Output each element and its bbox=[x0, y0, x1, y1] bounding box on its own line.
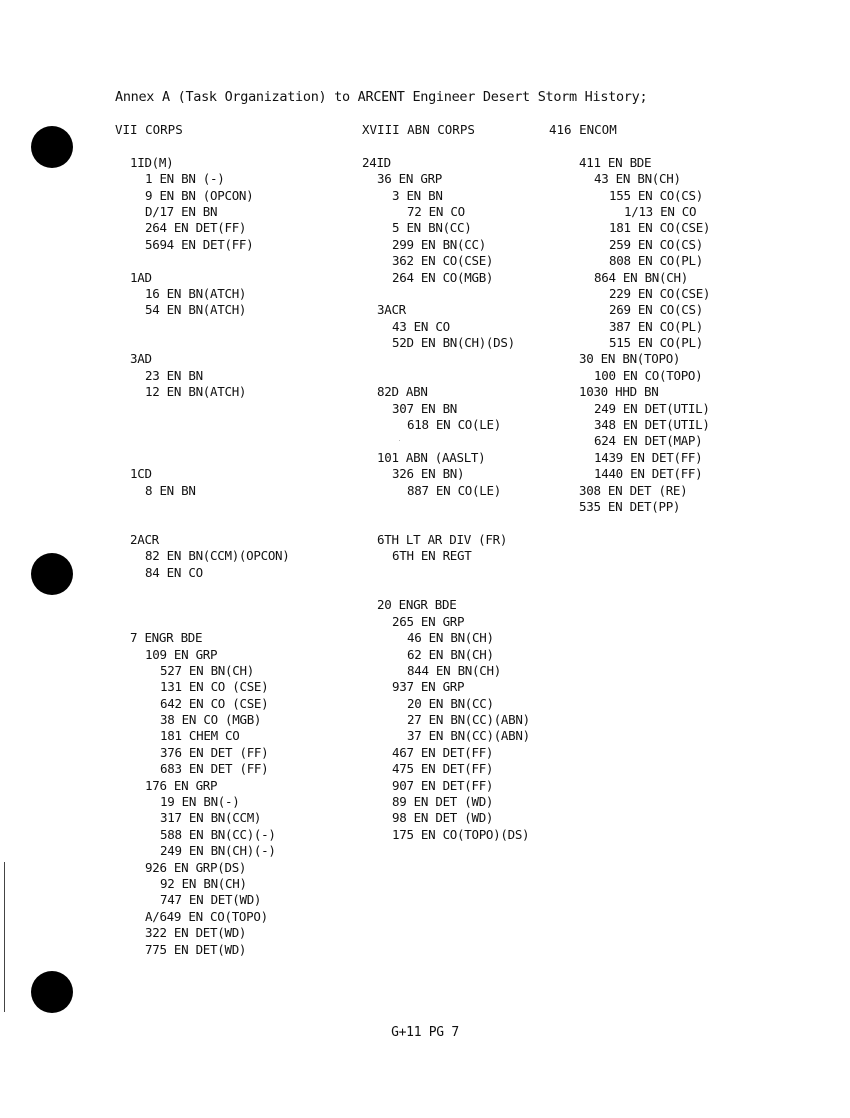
org-entry: 6TH LT AR DIV (FR) bbox=[377, 531, 508, 547]
blank-line bbox=[115, 335, 355, 351]
blank-line bbox=[115, 253, 355, 269]
blank-line bbox=[115, 581, 355, 597]
org-entry: 89 EN DET (WD) bbox=[392, 794, 494, 810]
blank-line bbox=[115, 614, 355, 630]
org-entry: 23 EN BN bbox=[145, 367, 203, 383]
org-entry: 259 EN CO(CS) bbox=[609, 236, 703, 252]
org-entry: 775 EN DET(WD) bbox=[145, 941, 247, 957]
org-entry: 43 EN CO bbox=[392, 318, 450, 334]
org-entry: 36 EN GRP bbox=[377, 171, 443, 187]
org-entry: 37 EN BN(CC)(ABN) bbox=[407, 728, 530, 744]
org-entry: 82 EN BN(CCM)(OPCON) bbox=[145, 548, 290, 564]
column-header: 416 ENCOM bbox=[549, 122, 617, 137]
org-entry: 5694 EN DET(FF) bbox=[145, 236, 254, 252]
binder-hole-middle bbox=[31, 553, 73, 595]
blank-line bbox=[362, 351, 552, 367]
org-entry: 30 EN BN(TOPO) bbox=[579, 351, 681, 367]
org-entry: 535 EN DET(PP) bbox=[579, 498, 681, 514]
blank-line bbox=[115, 319, 355, 335]
blank-line bbox=[115, 515, 355, 531]
org-entry: 887 EN CO(LE) bbox=[407, 482, 501, 498]
org-entry: 527 EN BN(CH) bbox=[160, 662, 254, 678]
blank-line bbox=[362, 286, 552, 302]
org-entry: 16 EN BN(ATCH) bbox=[145, 285, 247, 301]
org-entry: 109 EN GRP bbox=[145, 646, 218, 662]
org-entry: 299 EN BN(CC) bbox=[392, 236, 486, 252]
org-entry: 6TH EN REGT bbox=[392, 548, 472, 564]
org-entry: 317 EN BN(CCM) bbox=[160, 810, 262, 826]
org-entry: 475 EN DET(FF) bbox=[392, 761, 494, 777]
blank-line bbox=[115, 433, 355, 449]
org-entry: 92 EN BN(CH) bbox=[160, 875, 247, 891]
org-entry: 1030 HHD BN bbox=[579, 384, 659, 400]
org-entry: 181 CHEM CO bbox=[160, 728, 240, 744]
blank-line bbox=[115, 401, 355, 417]
org-entry: 3 EN BN bbox=[392, 187, 443, 203]
org-entry: 307 EN BN bbox=[392, 400, 458, 416]
org-entry: 176 EN GRP bbox=[145, 777, 218, 793]
org-entry: 3ACR bbox=[377, 302, 406, 318]
blank-line bbox=[549, 138, 749, 154]
org-entry: 937 EN GRP bbox=[392, 679, 465, 695]
blank-line bbox=[362, 581, 552, 597]
org-entry: 907 EN DET(FF) bbox=[392, 777, 494, 793]
org-entry: 624 EN DET(MAP) bbox=[594, 433, 703, 449]
org-entry: 155 EN CO(CS) bbox=[609, 187, 703, 203]
binder-hole-top bbox=[31, 126, 73, 168]
column-vii-corps bbox=[115, 122, 355, 958]
org-entry: 1AD bbox=[130, 269, 152, 285]
scan-speck bbox=[399, 440, 400, 441]
org-entry: A/649 EN CO(TOPO) bbox=[145, 908, 268, 924]
org-entry: 642 EN CO (CSE) bbox=[160, 695, 269, 711]
blank-line bbox=[362, 368, 552, 384]
org-entry: 229 EN CO(CSE) bbox=[609, 285, 711, 301]
org-entry: 249 EN DET(UTIL) bbox=[594, 400, 710, 416]
org-entry: 844 EN BN(CH) bbox=[407, 662, 501, 678]
org-entry: 101 ABN (AASLT) bbox=[377, 449, 486, 465]
org-entry: 348 EN DET(UTIL) bbox=[594, 417, 710, 433]
org-entry: 1ID(M) bbox=[130, 154, 174, 170]
blank-line bbox=[115, 450, 355, 466]
column-xviii-abn-corps bbox=[362, 122, 552, 843]
org-entry: 62 EN BN(CH) bbox=[407, 646, 494, 662]
org-entry: 5 EN BN(CC) bbox=[392, 220, 472, 236]
org-entry: 84 EN CO bbox=[145, 564, 203, 580]
org-entry: 265 EN GRP bbox=[392, 613, 465, 629]
org-entry: 515 EN CO(PL) bbox=[609, 335, 703, 351]
blank-line bbox=[362, 515, 552, 531]
org-entry: 8 EN BN bbox=[145, 482, 196, 498]
org-entry: 322 EN DET(WD) bbox=[145, 925, 247, 941]
org-entry: 683 EN DET (FF) bbox=[160, 761, 269, 777]
blank-line bbox=[115, 138, 355, 154]
org-entry: 52D EN BN(CH)(DS) bbox=[392, 335, 515, 351]
org-entry: 24ID bbox=[362, 154, 391, 170]
org-entry: 926 EN GRP(DS) bbox=[145, 859, 247, 875]
org-entry: 1439 EN DET(FF) bbox=[594, 449, 703, 465]
org-entry: 72 EN CO bbox=[407, 203, 465, 219]
org-entry: 43 EN BN(CH) bbox=[594, 171, 681, 187]
org-entry: 38 EN CO (MGB) bbox=[160, 712, 262, 728]
org-entry: 54 EN BN(ATCH) bbox=[145, 302, 247, 318]
org-entry: 181 EN CO(CSE) bbox=[609, 220, 711, 236]
blank-line bbox=[362, 138, 552, 154]
blank-line bbox=[362, 565, 552, 581]
org-entry: 362 EN CO(CSE) bbox=[392, 253, 494, 269]
column-416-encom bbox=[549, 122, 749, 515]
org-entry: 808 EN CO(PL) bbox=[609, 253, 703, 269]
org-entry: 19 EN BN(-) bbox=[160, 794, 240, 810]
org-entry: 618 EN CO(LE) bbox=[407, 417, 501, 433]
org-entry: 249 EN BN(CH)(-) bbox=[160, 843, 276, 859]
org-entry: 411 EN BDE bbox=[579, 154, 652, 170]
document-title: Annex A (Task Organization) to ARCENT Engineer Desert Storm History; bbox=[115, 89, 648, 105]
scan-margin-line bbox=[4, 862, 5, 1012]
org-entry: 20 EN BN(CC) bbox=[407, 695, 494, 711]
org-entry: 9 EN BN (OPCON) bbox=[145, 187, 254, 203]
org-entry: D/17 EN BN bbox=[145, 203, 218, 219]
org-entry: 3AD bbox=[130, 351, 152, 367]
blank-line bbox=[362, 499, 552, 515]
page-number: G+11 PG 7 bbox=[391, 1025, 459, 1040]
org-entry: 20 ENGR BDE bbox=[377, 597, 457, 613]
column-header: XVIII ABN CORPS bbox=[362, 122, 475, 137]
org-entry: 100 EN CO(TOPO) bbox=[594, 367, 703, 383]
org-entry: 7 ENGR BDE bbox=[130, 630, 203, 646]
org-entry: 1CD bbox=[130, 466, 152, 482]
org-entry: 175 EN CO(TOPO)(DS) bbox=[392, 826, 530, 842]
org-entry: 308 EN DET (RE) bbox=[579, 482, 688, 498]
org-entry: 467 EN DET(FF) bbox=[392, 744, 494, 760]
org-entry: 1/13 EN CO bbox=[624, 203, 697, 219]
blank-line bbox=[362, 433, 552, 449]
org-entry: 264 EN DET(FF) bbox=[145, 220, 247, 236]
org-entry: 27 EN BN(CC)(ABN) bbox=[407, 712, 530, 728]
org-entry: 98 EN DET (WD) bbox=[392, 810, 494, 826]
org-entry: 864 EN BN(CH) bbox=[594, 269, 688, 285]
org-entry: 1 EN BN (-) bbox=[145, 171, 225, 187]
blank-line bbox=[115, 499, 355, 515]
org-entry: 1440 EN DET(FF) bbox=[594, 466, 703, 482]
blank-line bbox=[115, 417, 355, 433]
org-entry: 387 EN CO(PL) bbox=[609, 318, 703, 334]
binder-hole-bottom bbox=[31, 971, 73, 1013]
org-entry: 131 EN CO (CSE) bbox=[160, 679, 269, 695]
org-entry: 588 EN BN(CC)(-) bbox=[160, 826, 276, 842]
org-entry: 747 EN DET(WD) bbox=[160, 892, 262, 908]
column-header: VII CORPS bbox=[115, 122, 183, 137]
org-entry: 82D ABN bbox=[377, 384, 428, 400]
org-entry: 2ACR bbox=[130, 531, 159, 547]
org-entry: 376 EN DET (FF) bbox=[160, 744, 269, 760]
org-entry: 12 EN BN(ATCH) bbox=[145, 384, 247, 400]
org-entry: 269 EN CO(CS) bbox=[609, 302, 703, 318]
blank-line bbox=[115, 597, 355, 613]
org-entry: 326 EN BN) bbox=[392, 466, 465, 482]
org-entry: 264 EN CO(MGB) bbox=[392, 269, 494, 285]
org-entry: 46 EN BN(CH) bbox=[407, 630, 494, 646]
